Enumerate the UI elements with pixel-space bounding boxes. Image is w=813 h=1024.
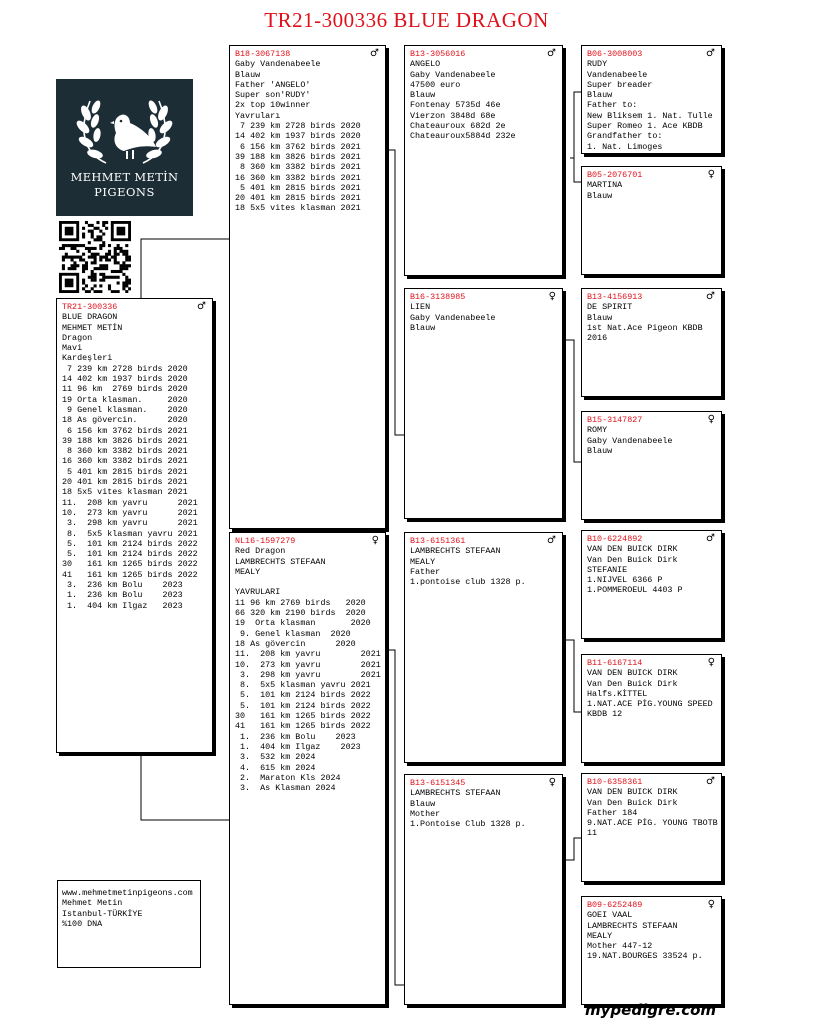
pedigree-card-sss <box>581 45 722 154</box>
pedigree-line: Mother <box>410 808 441 819</box>
pedigree-line: 1st Nat.Ace Pigeon KBDB <box>587 322 703 333</box>
pedigree-line: Super breader <box>587 79 653 90</box>
pedigree-card-dss <box>581 530 722 639</box>
female-symbol-icon: ♀ <box>707 657 715 668</box>
pedigree-line: 2016 <box>587 333 608 344</box>
pedigree-line: 20 401 km 2815 birds 2021 <box>62 477 188 488</box>
pedigree-line: LAMBRECHTS STEFAAN <box>410 788 501 799</box>
pedigree-line <box>235 577 380 587</box>
pedigree-line: GOEI VAAL <box>587 910 633 921</box>
pedigree-line: Grandfather to: <box>587 131 663 142</box>
ring-number: B10-6358361 <box>587 777 643 787</box>
ring-number: B05-2076701 <box>587 170 643 180</box>
pedigree-line: 39 188 km 3826 birds 2021 <box>235 151 361 162</box>
pedigree-line: 5 401 km 2815 birds 2021 <box>62 466 188 477</box>
pedigree-line: 14 402 km 1937 birds 2020 <box>235 131 361 142</box>
pedigree-line: Chateauroux5884d 232e <box>410 131 516 142</box>
pedigree-line: 1.NIJVEL 6366 P <box>587 575 663 586</box>
pedigree-line: 3. 236 km Bolu 2023 <box>62 580 183 591</box>
pedigree-line: 10. 273 km yavru 2021 <box>235 659 381 670</box>
ring-number: B13-6151345 <box>410 778 466 788</box>
pedigree-line: MEHMET METİN <box>62 322 123 333</box>
pedigree-line: MARTINA <box>587 180 623 191</box>
pedigree-line: 9. Genel klasman 2020 <box>235 628 351 639</box>
pedigree-line: 1. 236 km Bolu 2023 <box>235 731 356 742</box>
pedigree-line: Kardeşleri <box>62 353 113 364</box>
pedigree-line: Halfs.KİTTEL <box>587 688 648 699</box>
pedigree-line: 11. 208 km yavru 2021 <box>235 649 381 660</box>
contact-name: Mehmet Metin <box>62 898 123 909</box>
pedigree-line: 18 As gövercin 2020 <box>235 638 356 649</box>
pedigree-line: 9.NAT.ACE PİG. YOUNG TBOTB <box>587 818 718 829</box>
pedigree-line: 30 161 km 1265 birds 2022 <box>235 711 371 722</box>
ring-number: B11-6167114 <box>587 658 643 668</box>
pedigree-line: Yavruları <box>235 110 281 121</box>
pedigree-line: Fontenay 5735d 46e <box>410 100 501 111</box>
pedigree-card-sds <box>581 288 722 397</box>
pedigree-line: 18 5x5 vites klasman 2021 <box>62 487 188 498</box>
pedigree-line: 11 96 km 2769 birds 2020 <box>235 597 366 608</box>
contact-city: Istanbul-TÜRKİYE <box>62 908 143 919</box>
pedigree-line: Gaby Vandenabeele <box>587 435 673 446</box>
pedigree-line: 8. 5x5 klasman yavru 2021 <box>62 528 198 539</box>
pedigree-line: 11 <box>587 828 598 839</box>
pedigree-line: Super son'RUDY' <box>235 90 311 101</box>
pedigree-line: 19.NAT.BOURGES 33524 p. <box>587 951 703 962</box>
pedigree-line: YAVRULARI <box>235 587 281 598</box>
female-symbol-icon: ♀ <box>371 535 379 546</box>
logo-subtitle: PIGEONS <box>94 185 155 199</box>
male-symbol-icon: ♂ <box>706 776 715 787</box>
pedigree-line: 1. 236 km Bolu 2023 <box>62 590 183 601</box>
pedigree-line: Van Den Buick Dirk <box>587 678 678 689</box>
pedigree-line: 1. Nat. Limoges <box>587 141 663 152</box>
pedigree-line: Van Den Buick Dirk <box>587 554 678 565</box>
pedigree-line: 8 360 km 3382 birds 2021 <box>235 162 361 173</box>
pedigree-line: 7 239 km 2728 birds 2020 <box>235 121 361 132</box>
pedigree-card-dsd <box>581 654 722 763</box>
male-symbol-icon: ♂ <box>370 48 379 59</box>
pedigree-line: 39 188 km 3826 birds 2021 <box>62 435 188 446</box>
pedigree-line: LAMBRECHTS STEFAAN <box>587 920 678 931</box>
pedigree-line: 16 360 km 3382 birds 2021 <box>235 172 361 183</box>
contact-dna: %100 DNA <box>62 918 103 929</box>
pedigree-card-subject <box>56 298 213 753</box>
breeder-contact <box>57 880 201 968</box>
ring-number: NL16-1597279 <box>235 536 296 546</box>
pedigree-line: 1. 404 km Ilgaz 2023 <box>62 600 183 611</box>
pedigree-line: 3. 298 km yavru 2021 <box>62 518 198 529</box>
pedigree-line: 41 161 km 1265 birds 2022 <box>235 721 371 732</box>
pedigree-line: Blauw <box>410 322 436 333</box>
pedigree-card-dam-sire <box>404 532 563 763</box>
pedigree-line: Father 184 <box>587 807 638 818</box>
pedigree-line: 18 5x5 vites klasman 2021 <box>235 203 361 214</box>
pedigree-line: Chateauroux 682d 2e <box>410 121 506 132</box>
female-symbol-icon: ♀ <box>707 414 715 425</box>
pedigree-line: 1. 404 km Ilgaz 2023 <box>235 741 361 752</box>
pedigree-line: ROMY <box>587 425 608 436</box>
pedigree-line: VAN DEN BUICK DIRK <box>587 544 678 555</box>
pedigree-line: Blauw <box>410 798 436 809</box>
male-symbol-icon: ♂ <box>547 535 556 546</box>
watermark: mypedigre.com <box>585 1001 717 1019</box>
pedigree-line: 41 161 km 1265 birds 2022 <box>62 569 198 580</box>
pedigree-line: 11. 208 km yavru 2021 <box>62 497 198 508</box>
pedigree-card-dds <box>581 773 722 882</box>
pedigree-card-dam <box>229 532 386 1005</box>
female-symbol-icon: ♀ <box>707 169 715 180</box>
qr-code-icon <box>59 221 131 293</box>
pedigree-line: 8. 5x5 klasman yavru 2021 <box>235 680 371 691</box>
pedigree-line: VAN DEN BUICK DIRK <box>587 787 678 798</box>
male-symbol-icon: ♂ <box>547 48 556 59</box>
male-symbol-icon: ♂ <box>197 301 206 312</box>
pedigree-line: 47500 euro <box>410 79 461 90</box>
pedigree-line: 2x top 10winner <box>235 100 311 111</box>
ring-number: B15-3147827 <box>587 415 643 425</box>
pedigree-line: MEALY <box>587 930 613 941</box>
ring-number: B13-3056016 <box>410 49 466 59</box>
pedigree-line: Gaby Vandenabeele <box>235 59 321 70</box>
pedigree-line: Van Den Buick Dirk <box>587 797 678 808</box>
pedigree-line: 2. Maraton Kls 2024 <box>235 772 341 783</box>
logo-name: MEHMET METİN <box>70 170 179 184</box>
pedigree-line: 5. 101 km 2124 birds 2022 <box>62 549 198 560</box>
pedigree-line: 5 401 km 2815 birds 2021 <box>235 182 361 193</box>
male-symbol-icon: ♂ <box>706 48 715 59</box>
pedigree-line: Blauw <box>410 90 436 101</box>
ring-number: B09-6252489 <box>587 900 643 910</box>
pedigree-card-ddd <box>581 896 722 1005</box>
female-symbol-icon: ♀ <box>548 777 556 788</box>
pedigree-line: RUDY <box>587 59 608 70</box>
pedigree-line: ANGELO <box>410 59 441 70</box>
ring-number: B06-3008003 <box>587 49 643 59</box>
pedigree-line: 5. 101 km 2124 birds 2022 <box>62 538 198 549</box>
pedigree-line: 6 156 km 3762 birds 2021 <box>62 425 188 436</box>
pedigree-line: 3. 298 km yavru 2021 <box>235 669 381 680</box>
pedigree-line: 10. 273 km yavru 2021 <box>62 507 198 518</box>
pedigree-card-sire-sire <box>404 45 563 276</box>
pedigree-line: 18 As gövercin. 2020 <box>62 415 188 426</box>
pedigree-line: MEALY <box>235 566 261 577</box>
ring-number: B13-6151361 <box>410 536 466 546</box>
pigeon-laurel-icon <box>66 93 183 169</box>
pedigree-card-sire <box>229 45 386 529</box>
pedigree-line: 14 402 km 1937 birds 2020 <box>62 374 188 385</box>
pedigree-line: BLUE DRAGON <box>62 312 118 323</box>
male-symbol-icon: ♂ <box>706 291 715 302</box>
pedigree-line: KBDB 12 <box>587 709 623 720</box>
pedigree-line: 30 161 km 1265 birds 2022 <box>62 559 198 570</box>
pedigree-line: Blauw <box>587 190 613 201</box>
ring-number: B16-3138985 <box>410 292 466 302</box>
pedigree-line: 19 Orta klasman. 2020 <box>62 394 188 405</box>
male-symbol-icon: ♂ <box>706 533 715 544</box>
pedigree-line: VAN DEN BUICK DIRK <box>587 668 678 679</box>
ring-number: TR21-300336 <box>62 302 118 312</box>
pedigree-line: Red Dragon <box>235 546 286 557</box>
pedigree-line: DE SPIRIT <box>587 302 633 313</box>
pedigree-line: STEFANIE <box>587 564 628 575</box>
pedigree-line: 5. 101 km 2124 birds 2022 <box>235 700 371 711</box>
female-symbol-icon: ♀ <box>548 291 556 302</box>
page-title: TR21-300336 BLUE DRAGON <box>264 8 549 32</box>
pedigree-line: Father to: <box>587 100 638 111</box>
pedigree-line: Father 'ANGELO' <box>235 79 311 90</box>
pedigree-line: Mavi <box>62 343 83 354</box>
pedigree-line: Vandenabeele <box>587 69 648 80</box>
pedigree-line: Blauw <box>587 90 613 101</box>
female-symbol-icon: ♀ <box>707 899 715 910</box>
pedigree-line: 1.Pontoise Club 1328 p. <box>410 819 526 830</box>
pedigree-line: 1.POMMEROEUL 4403 P <box>587 585 683 596</box>
pedigree-line: 20 401 km 2815 birds 2021 <box>235 193 361 204</box>
ring-number: B13-4156913 <box>587 292 643 302</box>
pedigree-line: 66 320 km 2190 birds 2020 <box>235 608 366 619</box>
kennel-logo <box>56 79 193 216</box>
pedigree-line: Mother 447-12 <box>587 941 653 952</box>
ring-number: B18-3067138 <box>235 49 291 59</box>
contact-website: www.mehmetmetinpigeons.com <box>62 888 193 898</box>
pedigree-line: 3. 532 km 2024 <box>235 752 316 763</box>
pedigree-line: 1.pontoise club 1328 p. <box>410 577 526 588</box>
pedigree-card-dam-dam <box>404 774 563 1005</box>
pedigree-line: 19 Orta klasman 2020 <box>235 618 371 629</box>
pedigree-line: Blauw <box>235 69 261 80</box>
pedigree-card-ssd <box>581 166 722 275</box>
pedigree-line: LAMBRECHTS STEFAAN <box>235 556 326 567</box>
pedigree-line: 9 Genel klasman. 2020 <box>62 404 188 415</box>
pedigree-line: 11 96 km 2769 birds 2020 <box>62 384 188 395</box>
pedigree-line: 7 239 km 2728 birds 2020 <box>62 363 188 374</box>
pedigree-line: 8 360 km 3382 birds 2021 <box>62 446 188 457</box>
pedigree-line: 6 156 km 3762 birds 2021 <box>235 141 361 152</box>
pedigree-line: 16 360 km 3382 birds 2021 <box>62 456 188 467</box>
pedigree-card-sdd <box>581 411 722 520</box>
pedigree-line: Gaby Vandenabeele <box>410 69 496 80</box>
pedigree-line: Vierzon 3848d 68e <box>410 110 496 121</box>
pedigree-line: New Bliksem 1. Nat. Tulle <box>587 110 713 121</box>
pedigree-line: Father <box>410 566 441 577</box>
pedigree-line: Gaby Vandenabeele <box>410 312 496 323</box>
pedigree-line: 4. 615 km 2024 <box>235 762 316 773</box>
pedigree-line: MEALY <box>410 556 436 567</box>
pedigree-line: Blauw <box>587 445 613 456</box>
pedigree-card-sire-dam <box>404 288 563 519</box>
pedigree-line: LIEN <box>410 302 431 313</box>
pedigree-line: Super Romeo 1. Ace KBDB <box>587 121 703 132</box>
pedigree-line: LAMBRECHTS STEFAAN <box>410 546 501 557</box>
pedigree-line: 5. 101 km 2124 birds 2022 <box>235 690 371 701</box>
pedigree-line: 3. As Klasman 2024 <box>235 783 336 794</box>
pedigree-line: Dragon <box>62 332 93 343</box>
pedigree-line: Blauw <box>587 312 613 323</box>
pedigree-line: 1.NAT.ACE PİG.YOUNG SPEED <box>587 699 713 710</box>
ring-number: B10-6224892 <box>587 534 643 544</box>
